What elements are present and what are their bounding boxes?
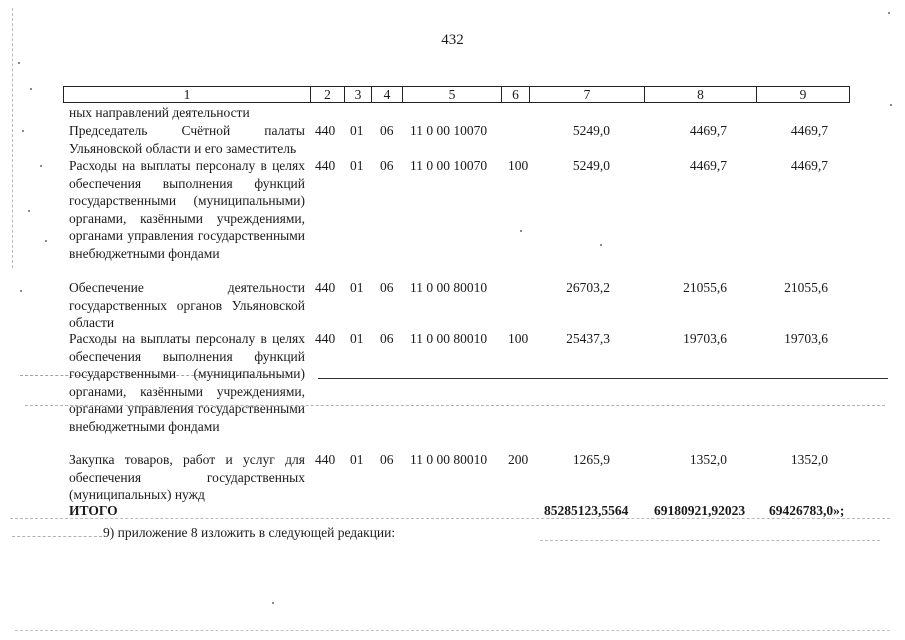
cell-c4: 06 xyxy=(380,280,394,295)
cell-c8: 4469,7 xyxy=(689,123,727,138)
header-col-9: 9 xyxy=(756,86,850,103)
scan-line xyxy=(10,518,890,519)
header-col-1: 1 xyxy=(63,86,311,103)
scan-dot xyxy=(20,290,22,292)
cell-c4: 06 xyxy=(380,158,394,173)
cell-c9: 21055,6 xyxy=(784,280,828,295)
scan-line xyxy=(540,540,880,541)
page-number: 432 xyxy=(441,32,464,48)
scan-dot xyxy=(520,230,522,232)
cell-c6: 100 xyxy=(508,158,529,173)
cell-c7: 1265,9 xyxy=(572,452,610,467)
header-col-2: 2 xyxy=(310,86,345,103)
scan-line xyxy=(318,378,888,379)
cell-c5: 11 0 00 80010 xyxy=(410,331,488,346)
scan-dot xyxy=(22,130,24,132)
scan-dot xyxy=(18,62,20,64)
cell-c5: 11 0 00 80010 xyxy=(410,280,488,295)
cell-c4: 06 xyxy=(380,123,394,138)
scan-dot xyxy=(600,244,602,246)
cell-c7: 25437,3 xyxy=(566,331,610,346)
row-description: ных направлений деятельности xyxy=(69,105,250,120)
scan-dot xyxy=(40,165,42,167)
scan-dot xyxy=(45,240,47,242)
scan-dot xyxy=(28,210,30,212)
cell-c9: 4469,7 xyxy=(790,158,828,173)
cell-c3: 01 xyxy=(350,280,364,295)
cell-c2: 440 xyxy=(315,452,336,467)
header-col-8: 8 xyxy=(644,86,757,103)
scan-dot xyxy=(30,88,32,90)
total-col-7: 85285123,5564 xyxy=(544,503,629,518)
cell-c2: 440 xyxy=(315,331,336,346)
header-col-6: 6 xyxy=(501,86,530,103)
cell-c3: 01 xyxy=(350,158,364,173)
cell-c9: 1352,0 xyxy=(790,452,828,467)
scan-dot xyxy=(272,602,274,604)
scan-line xyxy=(25,405,885,406)
scan-line xyxy=(15,630,890,631)
cell-c9: 4469,7 xyxy=(790,123,828,138)
cell-c9: 19703,6 xyxy=(784,331,828,346)
cell-c7: 26703,2 xyxy=(566,280,610,295)
total-col-8: 69180921,92023 xyxy=(654,503,746,518)
cell-c8: 21055,6 xyxy=(683,280,727,295)
total-label: ИТОГО xyxy=(69,503,118,518)
row-description: Расходы на выплаты персоналу в целях обеспечения выполнения функций государственными (муниципальными) органами, казёнными учреждениями, органами управления государственными внебюджетными фондами xyxy=(69,331,305,434)
cell-c5: 11 0 00 80010 xyxy=(410,452,488,467)
cell-c5: 11 0 00 10070 xyxy=(410,158,488,173)
scan-dot xyxy=(888,12,890,14)
cell-c8: 1352,0 xyxy=(689,452,727,467)
header-col-5: 5 xyxy=(402,86,502,103)
scan-dot xyxy=(890,104,892,106)
row-description: Закупка товаров, работ и услуг для обеспечения государственных (муниципальных) нужд xyxy=(69,452,305,502)
scan-line xyxy=(20,375,290,376)
cell-c7: 5249,0 xyxy=(572,123,610,138)
cell-c2: 440 xyxy=(315,158,336,173)
header-col-3: 3 xyxy=(344,86,372,103)
cell-c8: 19703,6 xyxy=(683,331,727,346)
cell-c6: 100 xyxy=(508,331,529,346)
cell-c8: 4469,7 xyxy=(689,158,727,173)
cell-c2: 440 xyxy=(315,123,336,138)
cell-c5: 11 0 00 10070 xyxy=(410,123,488,138)
scan-line xyxy=(12,8,13,268)
total-col-9: 69426783,0»; xyxy=(769,503,845,518)
cell-c2: 440 xyxy=(315,280,336,295)
cell-c3: 01 xyxy=(350,123,364,138)
row-description: Председатель Счётной палаты Ульяновской области и его заместитель xyxy=(69,123,305,156)
cell-c3: 01 xyxy=(350,331,364,346)
cell-c3: 01 xyxy=(350,452,364,467)
row-description: Обеспечение деятельности государственных органов Ульяновской области xyxy=(69,280,305,330)
header-col-7: 7 xyxy=(529,86,645,103)
cell-c4: 06 xyxy=(380,452,394,467)
footnote-text: 9) приложение 8 изложить в следующей редакции: xyxy=(103,525,396,540)
scan-line xyxy=(12,536,102,537)
header-col-4: 4 xyxy=(371,86,403,103)
row-description: Расходы на выплаты персоналу в целях обеспечения выполнения функций государственными (муниципальными) органами, казёнными учреждениями, органами управления государственными внебюджетными фондами xyxy=(69,158,305,261)
cell-c6: 200 xyxy=(508,452,529,467)
cell-c4: 06 xyxy=(380,331,394,346)
cell-c7: 5249,0 xyxy=(572,158,610,173)
